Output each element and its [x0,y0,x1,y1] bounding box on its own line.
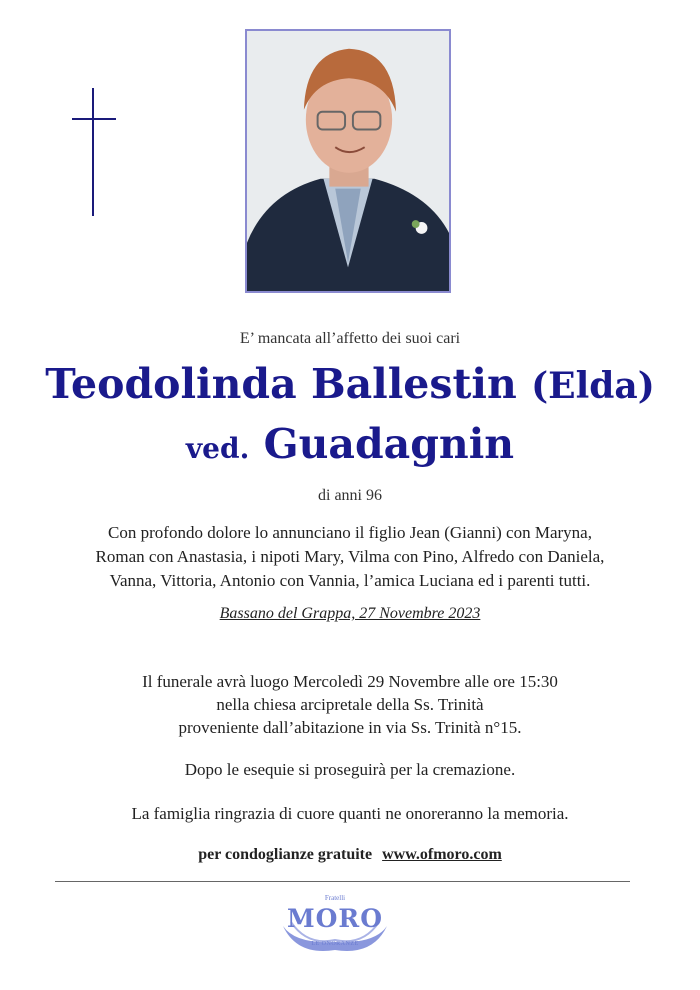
announcement [0,521,700,593]
condolences [0,846,700,864]
divider [55,881,630,882]
cremation-note: Dopo le esequie si proseguirà per la cremazione. [184,760,516,779]
intro-text: E’ mancata all’affetto dei suoi cari [239,330,461,347]
age-text: di anni 96 [318,487,382,504]
announcement-line: Roman con Anastasia, i nipoti Mary, Vilma con Pino, Alfredo con Daniela, [95,547,605,566]
portrait-photo [245,29,451,293]
deceased-nickname: (Elda) [531,365,655,407]
funeral-home-logo [277,892,393,958]
deceased-name [0,360,700,408]
logo-bottom-text: LE ONORANZE [311,941,359,947]
logo-word: MORO [286,904,383,933]
funeral-info [0,670,700,739]
condolences-label: per condoglianze gratuite [198,846,373,863]
funeral-line: proveniente dall’abitazione in via Ss. Trinità n°15. [178,718,522,737]
family-thanks: La famiglia ringrazia di cuore quanti ne onoreranno la memoria. [131,804,569,823]
deceased-first-last: Teodolinda Ballestin [45,360,517,408]
funeral-line: nella chiesa arcipretale della Ss. Trinità [216,695,484,714]
place-date: Bassano del Grappa, 27 Novembre 2023 [219,605,481,622]
cross-icon [72,88,116,216]
widow-prefix: ved. [185,432,250,465]
condolences-link[interactable]: www.ofmoro.com [382,846,502,863]
portrait-illustration [247,31,449,291]
married-name [0,420,700,468]
funeral-line: Il funerale avrà luogo Mercoledì 29 Novembre alle ore 15:30 [142,672,558,691]
announcement-line: Vanna, Vittoria, Antonio con Vannia, l’amica Luciana ed i parenti tutti. [109,571,591,590]
logo-top-text: Fratelli [324,894,346,902]
announcement-line: Con profondo dolore lo annunciano il figlio Jean (Gianni) con Maryna, [108,523,592,542]
married-surname: Guadagnin [263,420,515,468]
